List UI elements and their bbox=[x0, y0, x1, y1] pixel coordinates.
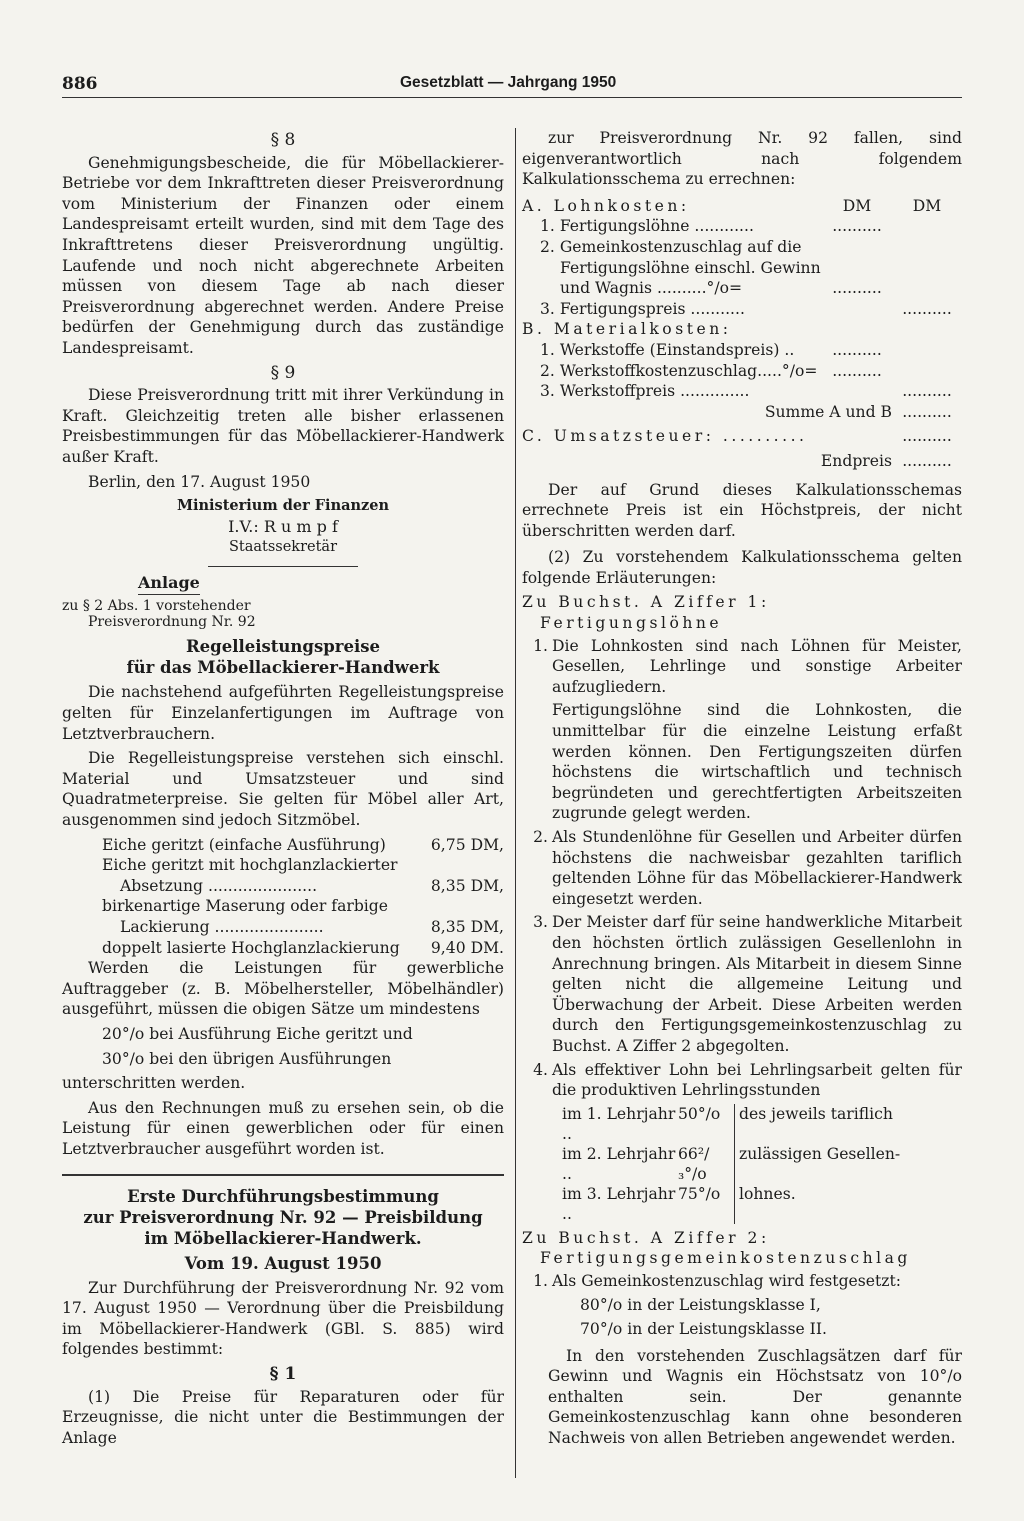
lehrjahr-row bbox=[522, 1104, 962, 1144]
reg-title-line2: für das Möbellackierer-Handwerk bbox=[126, 658, 440, 678]
sum-a-b-label: Summe A und B bbox=[764, 402, 892, 421]
schema-dm-1: .......... bbox=[832, 279, 882, 298]
section-rule bbox=[62, 1174, 504, 1176]
endpreis-row bbox=[522, 451, 962, 472]
materialkosten-rows bbox=[522, 340, 962, 402]
price-row bbox=[62, 896, 504, 917]
right-column bbox=[522, 128, 962, 1453]
reg-title-line1: Regelleistungspreise bbox=[185, 637, 381, 657]
a2-paragraph: In den vorstehenden Zuschlagsätzen darf für Gewinn und Wagnis ein Höchstsatz von 10°/o enthalten sein. Der genannte Gemeinkostenzuschlag kann ohne besonderen Nachweis von allen Betrieben angewendet werden. bbox=[548, 1346, 962, 1448]
list-item-text: Fertigungslöhne sind die Lohnkosten, die unmittelbar für die einzelne Leistung erfaßt werden können. Den Fertigungszeiten dürfen höchstens die wirtschaftlich und technisch begründeten und gerechtfertigten Arbeitszeiten zugrunde gelegt werden. bbox=[552, 701, 962, 823]
price-value: 6,75 DM, bbox=[430, 835, 504, 854]
list-item-text: Als effektiver Lohn bei Lehrlingsarbeit gelten für die produktiven Lehrlingsstunden bbox=[552, 1060, 962, 1100]
schema-dm-2 bbox=[892, 216, 962, 237]
left-column bbox=[62, 128, 504, 1452]
regelleistungspreise-title bbox=[62, 636, 504, 678]
dm-column-1-label: DM bbox=[842, 196, 872, 215]
lohnkosten-rows bbox=[522, 216, 962, 319]
lehrjahr-note: zulässigen Gesellen- bbox=[734, 1144, 962, 1184]
list-item bbox=[522, 636, 962, 698]
lehrjahr-percent: 75°/o bbox=[678, 1184, 721, 1203]
lohnkosten-title: A. Lohnkosten: bbox=[522, 196, 690, 215]
section-9-sign: § 9 bbox=[270, 362, 296, 383]
schema-dm-2 bbox=[892, 258, 962, 279]
a1-explanation-list bbox=[522, 636, 962, 1101]
sum-a-b-blank: .......... bbox=[902, 402, 952, 421]
schema-dm-2 bbox=[892, 361, 962, 382]
list-item bbox=[522, 1060, 962, 1101]
place-date: Berlin, den 17. August 1950 bbox=[88, 472, 311, 491]
list-item-number: 1. bbox=[533, 636, 548, 655]
schema-intro: zur Preisverordnung Nr. 92 fallen, sind eigenverantwortlich nach folgendem Kalkulationsschema zu errechnen: bbox=[522, 129, 962, 189]
price-label: doppelt lasierte Hochglanzlackierung bbox=[102, 938, 400, 957]
anlage-title: Anlage bbox=[138, 573, 200, 596]
signature-rule bbox=[208, 566, 358, 567]
zu-a1-subheading: Fertigungslöhne bbox=[540, 614, 723, 633]
endpreis-label: Endpreis bbox=[820, 451, 892, 470]
lehrjahr-label: im 3. Lehrjahr .. bbox=[562, 1184, 676, 1223]
schema-item-label: 1. Werkstoffe (Einstandspreis) .. bbox=[540, 340, 795, 359]
list-item-number: 4. bbox=[533, 1060, 548, 1079]
page-number: 886 bbox=[62, 74, 98, 94]
lehrjahr-label: im 2. Lehrjahr .. bbox=[562, 1144, 676, 1183]
price-value: 8,35 DM, bbox=[430, 876, 504, 895]
list-item bbox=[522, 912, 962, 1056]
schema-row bbox=[522, 361, 962, 382]
schema-dm-1: .......... bbox=[832, 217, 882, 236]
zu-a1-heading: Zu Buchst. A Ziffer 1: bbox=[522, 593, 770, 612]
zu-a2-heading: Zu Buchst. A Ziffer 2: bbox=[522, 1228, 770, 1247]
schema-dm-2 bbox=[892, 278, 962, 299]
list-item-text: Als Stundenlöhne für Gesellen und Arbeiter dürfen höchstens die nachweisbar gezahlten tariflich geltenden Löhne für das Möbellackierer-Handwerk eingesetzt werden. bbox=[552, 828, 962, 908]
schema-item-label: 3. Werkstoffpreis .............. bbox=[540, 382, 750, 401]
schema-item-label: 1. Fertigungslöhne ............ bbox=[540, 217, 754, 236]
lehrjahr-row bbox=[522, 1144, 962, 1184]
price-row bbox=[62, 835, 504, 856]
anlage-reference bbox=[62, 598, 504, 630]
materialkosten-title: B. Materialkosten: bbox=[522, 320, 732, 339]
schema-dm-1 bbox=[822, 299, 892, 320]
running-title: Gesetzblatt — Jahrgang 1950 bbox=[400, 74, 617, 91]
price-row bbox=[62, 917, 504, 938]
discount-line-2: 30°/o bei den übrigen Ausführungen bbox=[102, 1049, 392, 1068]
list-item-text: Die Lohnkosten sind nach Löhnen für Meister, Gesellen, Lehrlinge und sonstige Arbeiter aufzugliedern. bbox=[552, 636, 962, 696]
lehrjahr-label: im 1. Lehrjahr .. bbox=[562, 1104, 676, 1143]
a2-item-text: Als Gemeinkostenzuschlag wird festgesetzt: bbox=[552, 1271, 902, 1290]
sum-a-b-row bbox=[522, 402, 962, 423]
price-label: birkenartige Maserung oder farbige bbox=[102, 897, 389, 916]
materialkosten-header bbox=[522, 319, 962, 340]
lehrjahr-note: des jeweils tariflich bbox=[734, 1104, 962, 1144]
zu-a2-subheading: Fertigungsgemeinkostenzuschlag bbox=[540, 1249, 911, 1268]
anlage-ref-line2: Preisverordnung Nr. 92 bbox=[88, 614, 256, 631]
schema-dm-1 bbox=[822, 237, 892, 258]
schema-dm-1 bbox=[822, 258, 892, 279]
lehrjahr-table bbox=[522, 1104, 962, 1224]
dm-column-2-label: DM bbox=[912, 196, 942, 215]
schema-item-label: Fertigungslöhne einschl. Gewinn bbox=[560, 258, 821, 277]
schema-dm-1 bbox=[822, 381, 892, 402]
reg-paragraph-2: Die Regelleistungspreise verstehen sich einschl. Material und Umsatzsteuer und sind Quadratmeterpreise. Sie gelten für Möbel aller Art, ausgenommen sind jedoch Sitzmöbel. bbox=[62, 749, 504, 830]
schema-dm-1: .......... bbox=[832, 361, 882, 380]
list-item-number: 3. bbox=[533, 913, 548, 932]
schema-item-label: 3. Fertigungspreis ........... bbox=[540, 299, 745, 318]
section-9-text: Diese Preisverordnung tritt mit ihrer Verkündung in Kraft. Gleichzeitig treten alle bisher erlassenen Preisbestimmungen für das Möbellackierer-Handwerk außer Kraft. bbox=[62, 386, 504, 466]
price-label: Absetzung ...................... bbox=[120, 876, 318, 895]
a2-item-1 bbox=[522, 1271, 962, 1292]
anlage-ref-line1: zu § 2 Abs. 1 vorstehender bbox=[62, 598, 251, 615]
list-item-text: Der Meister darf für seine handwerkliche Mitarbeit den höchsten örtlich zulässigen Gesellenlohn in Anrechnung bringen. Als Mitarbeit in diesem Sinne gelten nicht die allgemeine Leitung und Überwachung der Arbeit. Diese Arbeiten werden durch den Fertigungsgemeinkostenzuschlag zu Buchst. A Ziffer 2 abgegolten. bbox=[552, 913, 962, 1055]
lehrjahr-row bbox=[522, 1184, 962, 1224]
umsatzsteuer-title: C. Umsatzsteuer: .......... bbox=[522, 427, 808, 446]
schema-dm-2 bbox=[892, 340, 962, 361]
db-title-line1: Erste Durchführungsbestimmung bbox=[127, 1186, 439, 1206]
reg-paragraph-3-end: unterschritten werden. bbox=[62, 1074, 246, 1093]
db-title-line3: im Möbellackierer-Handwerk. bbox=[144, 1228, 422, 1248]
price-label: Eiche geritzt (einfache Ausführung) bbox=[102, 835, 386, 854]
durchfuehrungsbestimmung-title bbox=[62, 1186, 504, 1274]
price-row bbox=[62, 855, 504, 876]
ministry-name: Ministerium der Finanzen bbox=[176, 497, 390, 515]
price-value bbox=[422, 855, 504, 876]
reg-paragraph-1: Die nachstehend aufgeführten Regelleistungspreise gelten für Einzelanfertigungen im Auftrage von Letztverbrauchern. bbox=[62, 683, 504, 743]
schema-row bbox=[522, 299, 962, 320]
list-item bbox=[522, 700, 962, 824]
a2-item-number: 1. bbox=[533, 1271, 548, 1290]
price-label: Lackierung ...................... bbox=[120, 918, 324, 936]
schema-row bbox=[522, 258, 962, 279]
db-title-line2: zur Preisverordnung Nr. 92 — Preisbildung bbox=[83, 1207, 483, 1227]
price-value: 8,35 DM, bbox=[430, 918, 504, 936]
lehrjahr-note: lohnes. bbox=[734, 1184, 962, 1224]
section-1-sign: § 1 bbox=[269, 1363, 297, 1384]
price-list bbox=[62, 835, 504, 959]
list-item bbox=[522, 827, 962, 909]
section-8-text: Genehmigungsbescheide, die für Möbellackierer-Betriebe vor dem Inkrafttreten dieser Preisverordnung vom Ministerium der Finanzen oder einem Landespreisamt erteilt wurden, sind mit dem Tage des Inkrafttretens dieser Preisverordnung ungültig. Laufende und noch nicht abgerechnete Arbeiten müssen von diesem Tage ab nach dieser Preisverordnung abgerechnet werden. Andere Preise bedürfen der Genehmigung durch das zuständige Landespreisamt. bbox=[62, 153, 504, 357]
reg-paragraph-4: Aus den Rechnungen muß zu ersehen sein, ob die Leistung für einen gewerblichen oder für einen Letztverbraucher ausgeführt worden ist. bbox=[62, 1098, 504, 1158]
price-value bbox=[422, 896, 504, 917]
schema-item-label: und Wagnis ..........°/o= bbox=[560, 279, 743, 298]
section-1-text: (1) Die Preise für Reparaturen oder für Erzeugnisse, die nicht unter die Bestimmungen der Anlage bbox=[62, 1387, 504, 1447]
lehrjahr-percent: 66²/₃°/o bbox=[678, 1144, 710, 1183]
schema-row bbox=[522, 216, 962, 237]
db-date: Vom 19. August 1950 bbox=[184, 1253, 382, 1273]
price-value: 9,40 DM. bbox=[430, 938, 504, 957]
price-row bbox=[62, 938, 504, 959]
db-intro: Zur Durchführung der Preisverordnung Nr. 92 vom 17. August 1950 — Verordnung über die Preisbildung im Möbellackierer-Handwerk (GBl. S. 885) wird folgendes bestimmt: bbox=[62, 1278, 504, 1359]
hoechstpreis-paragraph: Der auf Grund dieses Kalkulationsschemas errechnete Preis ist ein Höchstpreis, der nicht überschritten werden darf. bbox=[522, 480, 962, 540]
list-item-number bbox=[522, 700, 552, 824]
umsatzsteuer-row bbox=[522, 426, 962, 447]
zuschlag-line-2: 70°/o in der Leistungsklasse II. bbox=[580, 1320, 827, 1339]
zuschlag-line-1: 80°/o in der Leistungsklasse I, bbox=[580, 1295, 821, 1314]
schema-dm-2 bbox=[892, 237, 962, 258]
erlaeuterungen-intro: (2) Zu vorstehendem Kalkulationsschema gelten folgende Erläuterungen: bbox=[522, 548, 962, 587]
schema-dm-2: .......... bbox=[902, 382, 952, 401]
list-item-number: 2. bbox=[533, 828, 548, 846]
schema-row bbox=[522, 237, 962, 258]
discount-line-1: 20°/o bei Ausführung Eiche geritzt und bbox=[102, 1024, 413, 1043]
schema-row bbox=[522, 340, 962, 361]
schema-row bbox=[522, 381, 962, 402]
schema-item-label: 2. Werkstoffkostenzuschlag.....°/o= bbox=[540, 361, 818, 380]
schema-row bbox=[522, 278, 962, 299]
schema-dm-1: .......... bbox=[832, 340, 882, 359]
header-rule bbox=[62, 97, 962, 98]
reg-paragraph-3: Werden die Leistungen für gewerbliche Auftraggeber (z. B. Möbelhersteller, Möbelhändler) ausgeführt, müssen die obigen Sätze um mindestens bbox=[62, 959, 504, 1019]
signer-name: I.V.: R u m p f bbox=[228, 516, 338, 536]
column-divider bbox=[515, 128, 516, 1478]
umsatzsteuer-blank: .......... bbox=[902, 427, 952, 446]
schema-item-label: 2. Gemeinkostenzuschlag auf die bbox=[540, 237, 802, 256]
price-label: Eiche geritzt mit hochglanzlackierter bbox=[102, 856, 398, 875]
signer-title: Staatssekretär bbox=[228, 539, 338, 556]
endpreis-blank: .......... bbox=[902, 451, 952, 470]
lohnkosten-header bbox=[522, 196, 962, 217]
schema-dm-2: .......... bbox=[902, 299, 952, 318]
price-row bbox=[62, 876, 504, 897]
section-8-sign: § 8 bbox=[270, 130, 296, 150]
lehrjahr-percent: 50°/o bbox=[678, 1104, 721, 1123]
